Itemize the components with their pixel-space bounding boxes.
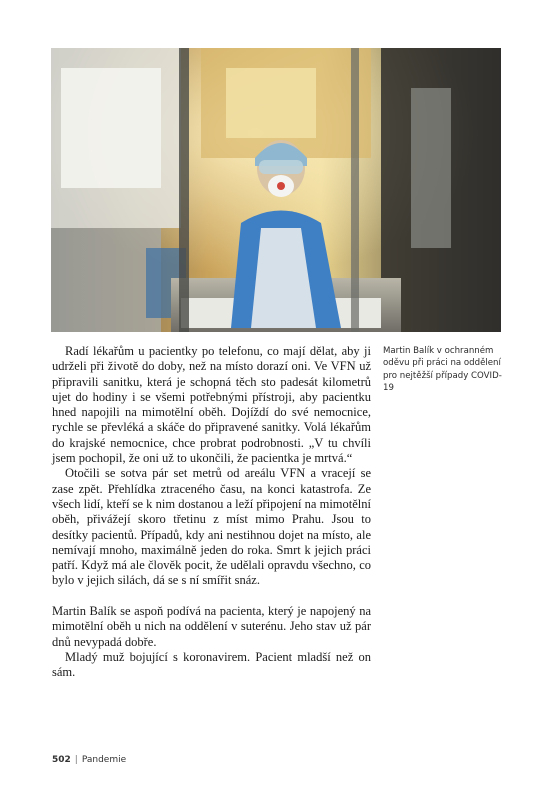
article-body [52,344,371,681]
paragraph: Mladý muž bojující s koronavirem. Pacient mladší než on sám. [52,649,371,680]
section-title: Pandemie [81,755,127,765]
paragraph: Otočili se sotva pár set metrů od areálu VFN a vracejí se zase zpět. Přehlídka ztraceného času, na konci katastrofa. Ze všech lidí, kteří se k nim dostanou a leží připojení na mimotělní oběh, přivážejí skoro třetinu z míst mimo Prahu. Jsou to desítky pacientů. Případů, kdy ani nestihnou dojet na místo, ale nemívají mnoho, maximálně jeden do roka. Smrt k jejich práci patří. Když má ale člověk pocit, že udělali opravdu všechno, co bylo v jejich silách, dá se s ní smířit snáz. [52,466,371,588]
photo-image [51,48,501,332]
photo-caption: Martin Balík v ochranném oděvu při práci na oddělení pro nejtěžší případy COVID-19 [383,346,502,393]
article-photo [51,48,501,332]
footer-separator: | [74,755,78,765]
page-footer [52,755,126,765]
paragraph: Radí lékařům u pacientky po telefonu, co mají dělat, aby ji udrželi při životě do doby, než na místo dorazí oni. Ve VFN už připravili sanitku, která je schopná těch sto padesát kilometrů ujet do hodiny i se všemi potřebnými přístroji, aby pacientku hned napojili na mimotělní oběh. Dojíždí do své nemocnice, rychle se převléká a skáče do připravené sanitky. Volá lékařům do krajské nemocnice, chce probrat podrobnosti. „V tu chvíli jsem pochopil, že oni už to ukončili, že pacientka je mrtvá.“ [52,344,371,466]
paragraph: Martin Balík se aspoň podívá na pacienta, který je napojený na mimotělní oběh u nich na oddělení v suterénu. Jeho stav už pár dnů nevypadá dobře. [52,604,371,649]
page-number: 502 [52,755,71,765]
